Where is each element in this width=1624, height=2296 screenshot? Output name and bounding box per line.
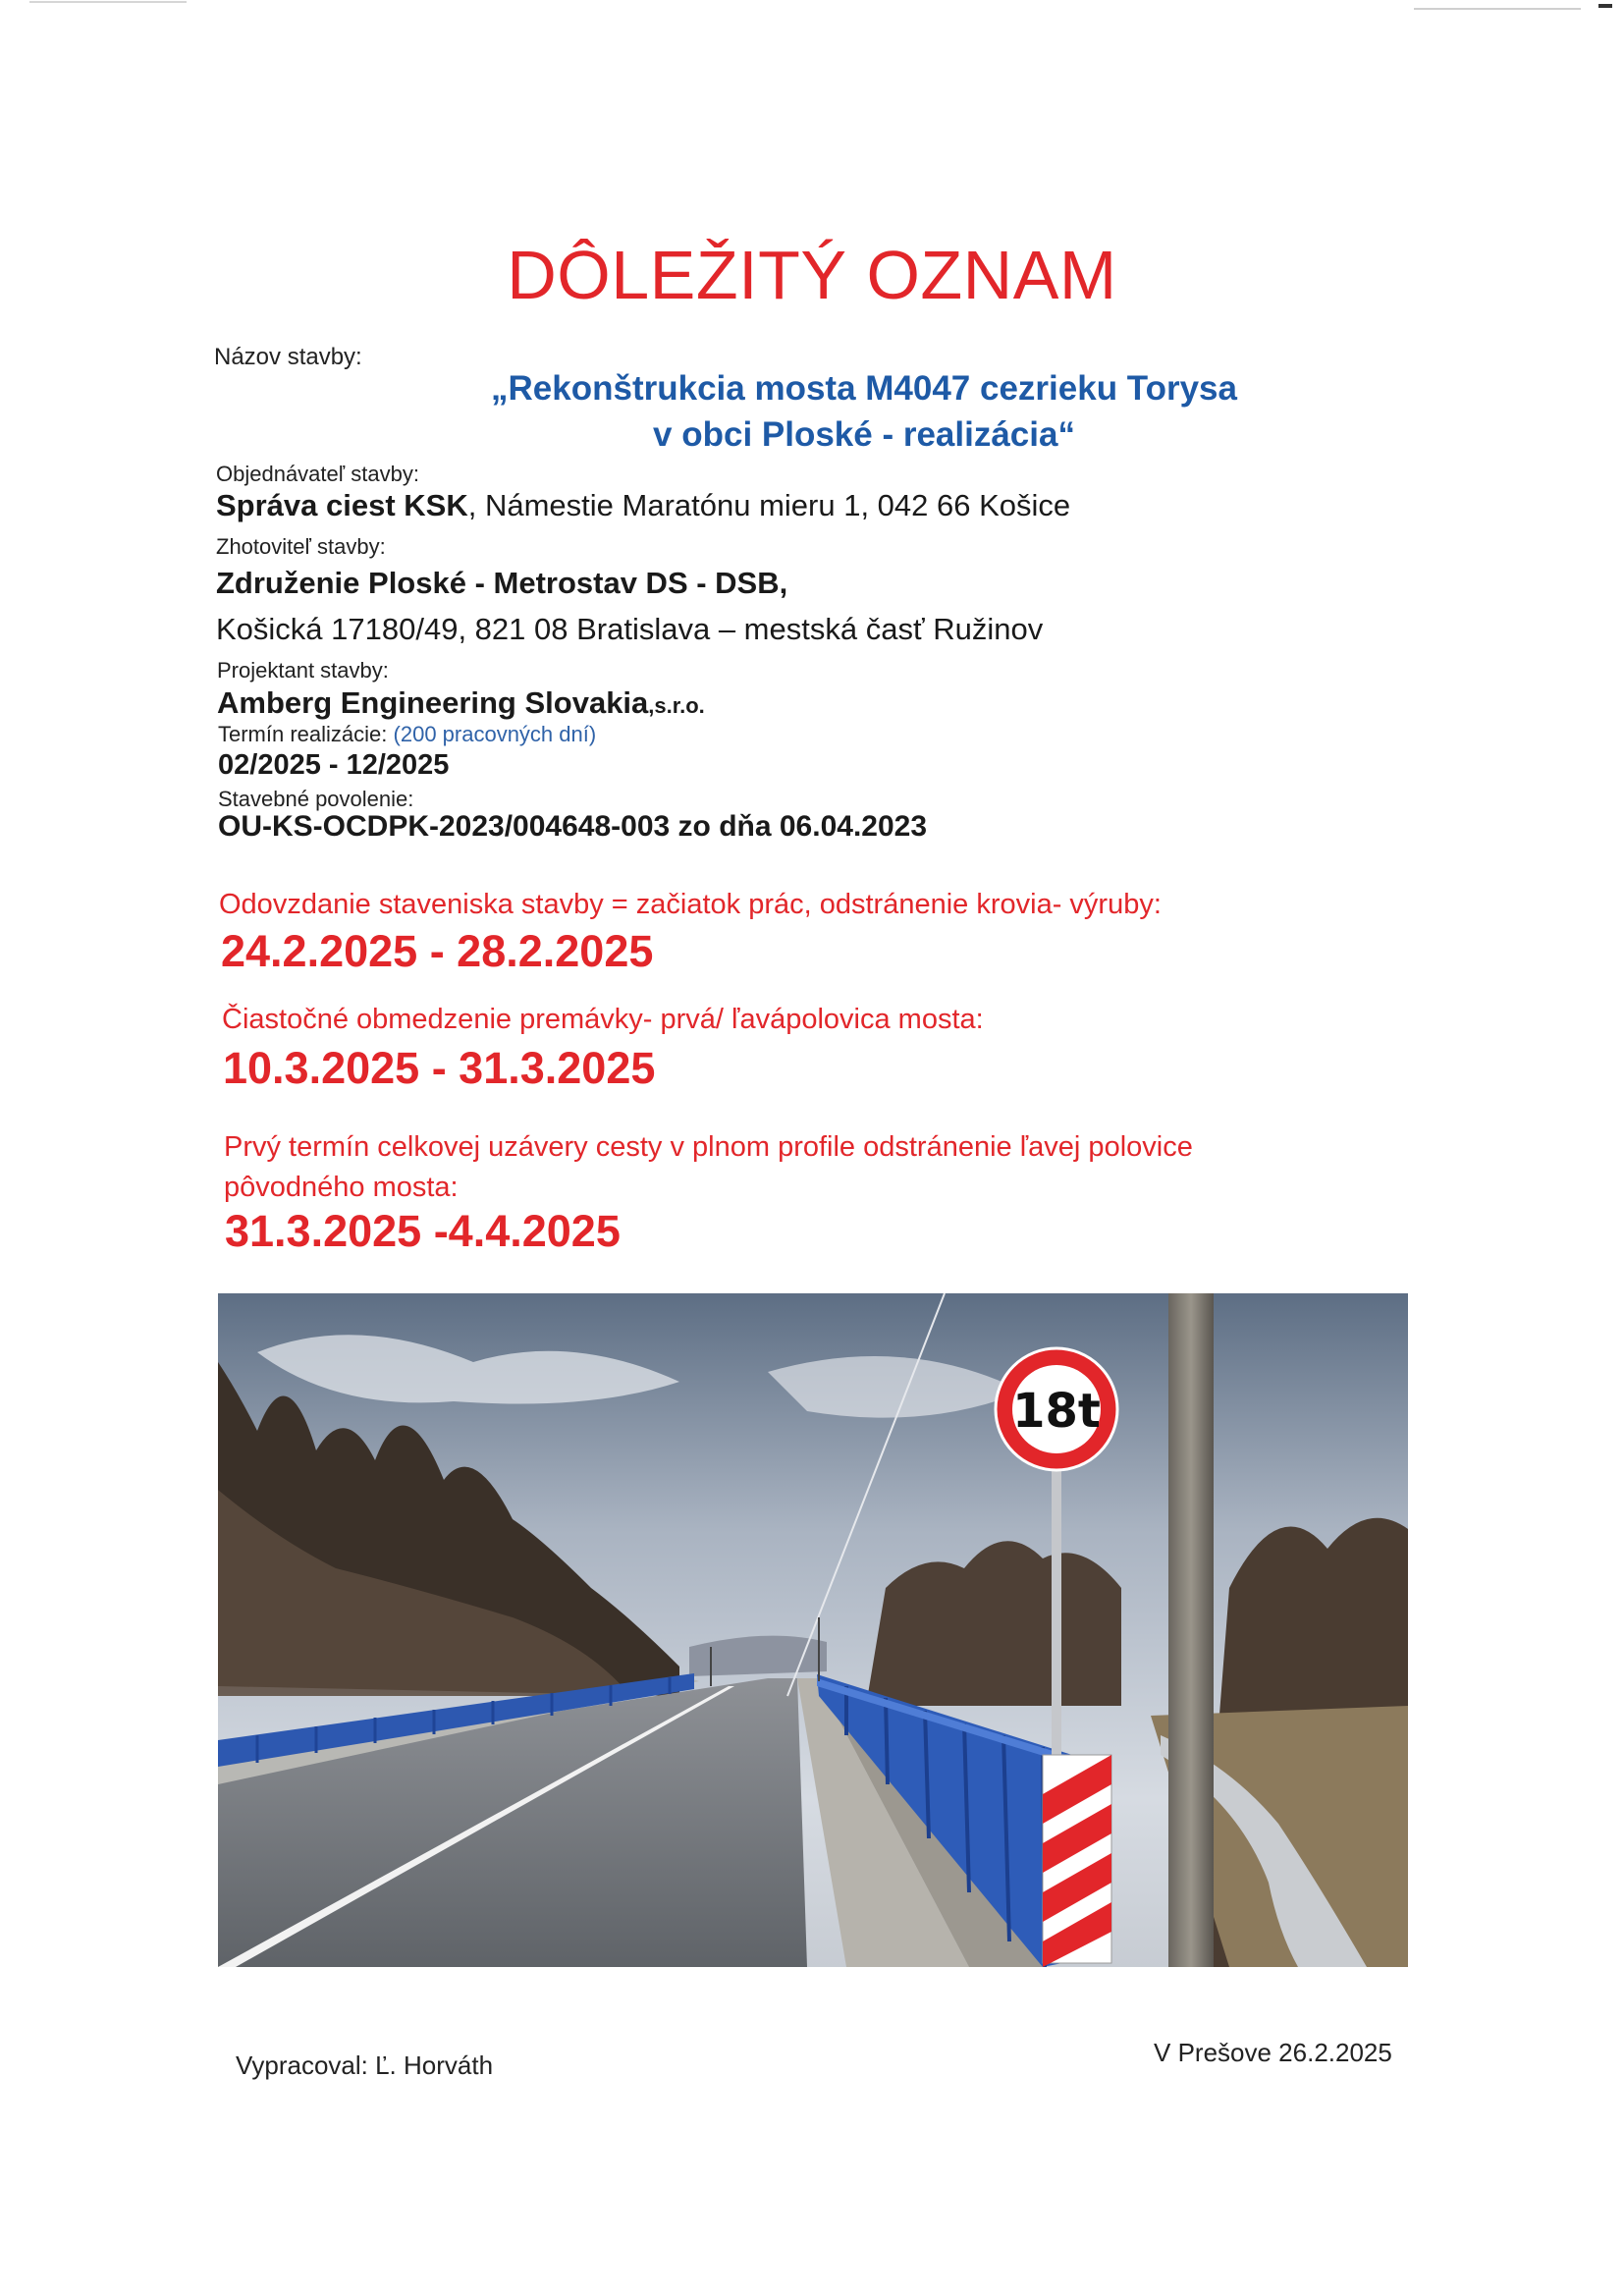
permit-label: Stavebné povolenie: [218,787,414,811]
building-name-label: Názov stavby: [214,344,362,370]
notice-3-text-line1: Prvý termín celkovej uzávery cesty v plnom profile odstránenie ľavej polovice [224,1131,1193,1163]
notice-1-date: 24.2.2025 - 28.2.2025 [221,926,654,976]
contractor-address: Košická 17180/49, 821 08 Bratislava – mestská časť Ružinov [216,612,1044,646]
term-note: (200 pracovných dní) [393,722,597,746]
prepared-by: Vypracoval: Ľ. Horváth [236,2050,494,2080]
notice-2-date: 10.3.2025 - 31.3.2025 [223,1043,656,1093]
client-address: , Námestie Maratónu mieru 1, 042 66 Košice [467,488,1071,522]
project-name-line2: v obci Ploské - realizácia“ [653,415,1075,454]
notice-3-date: 31.3.2025 -4.4.2025 [225,1206,621,1256]
designer-name: Amberg Engineering Slovakia [217,685,649,720]
bridge-photo [218,1293,1408,1967]
client-line [216,488,1070,523]
term-value: 02/2025 - 12/2025 [218,749,450,781]
permit-value: OU-KS-OCDPK-2023/004648-003 zo dňa 06.04.2023 [218,810,928,843]
warning-board [1043,1755,1111,1967]
contractor-name: Združenie Ploské - Metrostav DS - DSB, [216,566,788,600]
utility-pole [1168,1293,1214,1967]
project-name [373,365,1355,458]
term-line [218,722,596,747]
notice-2-text: Čiastočné obmedzenie premávky- prvá/ ľavápolovica mosta: [222,1004,984,1035]
term-label: Termín realizácie: [218,722,388,746]
place-date: V Prešove 26.2.2025 [1154,2038,1392,2067]
project-name-line1: „Rekonštrukcia mosta M4047 cezrieku Torysa [491,369,1237,408]
client-name: Správa ciest KSK [216,488,468,522]
notice-3-text-line2: pôvodného mosta: [224,1172,459,1203]
scan-artifacts [0,0,1624,4]
page-title: DÔLEŽITÝ OZNAM [507,237,1117,313]
contractor-label: Zhotoviteľ stavby: [216,534,386,559]
notice-1-text: Odovzdanie staveniska stavby = začiatok prác, odstránenie krovia- výruby: [219,889,1162,920]
designer-suffix: ,s.r.o. [648,693,705,718]
designer-line [217,685,705,721]
weight-limit-sign: 18t [1012,1384,1101,1439]
designer-label: Projektant stavby: [217,658,389,683]
client-label: Objednávateľ stavby: [216,462,419,486]
